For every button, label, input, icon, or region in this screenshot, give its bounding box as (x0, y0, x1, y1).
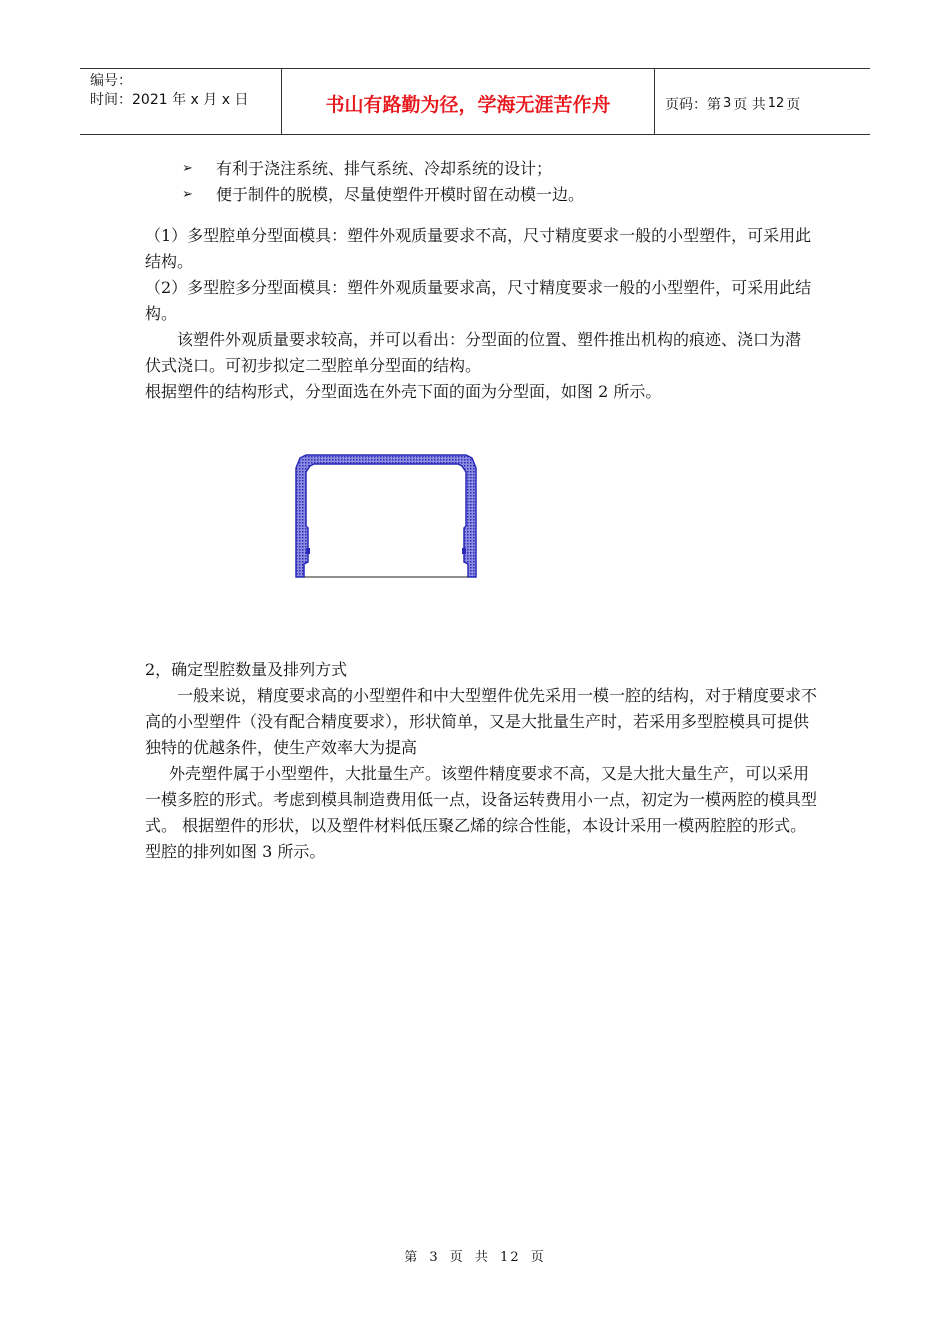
page-footer: 第 3 页 共 12 页 (404, 1250, 546, 1265)
paragraph-multi-parting: （2）多型腔多分型面模具：塑件外观质量要求高，尺寸精度要求一般的小型塑件，可采用此结构。 (145, 278, 812, 323)
boss-left (306, 548, 310, 554)
header-motto: 书山有路勤为径，学海无涯苦作舟 (282, 69, 655, 134)
boss-right (462, 548, 466, 554)
date-label: 时间：2021 年 x 月 x 日 (90, 92, 249, 108)
arrow-bullet-icon: ➢ (182, 161, 193, 176)
header-page-number (655, 69, 870, 134)
paragraph-quality: 该塑件外观质量要求较高，并可以看出：分型面的位置、塑件推出机构的痕迹、浇口为潜伏式浇口。可初步拟定二型腔单分型面的结构。 (145, 330, 802, 375)
header-meta (80, 69, 282, 134)
paragraph-general: 一般来说，精度要求高的小型塑件和中大型塑件优先采用一模一腔的结构，对于精度要求不高的小型塑件（没有配合精度要求），形状简单，又是大批量生产时，若采用多型腔模具可提供独特的优越条件，使生产效率大为提高 (145, 686, 818, 757)
section-heading: 2，确定型腔数量及排列方式 (145, 660, 348, 679)
page-current: 3 (723, 96, 732, 111)
page-total: 12 (767, 96, 785, 111)
page-header (80, 68, 870, 135)
bullet-text: 便于制件的脱模，尽量使塑件开模时留在动模一边。 (216, 185, 585, 204)
shell-wall (296, 455, 476, 577)
page-suffix: 页 (786, 96, 801, 113)
main-content (145, 156, 815, 405)
cross-section-drawing (290, 450, 480, 582)
page-mid: 页 共 (733, 96, 766, 113)
list-item (145, 182, 815, 208)
bullet-text: 有利于浇注系统、排气系统、冷却系统的设计； (216, 159, 553, 178)
paragraph-parting-surface: 根据塑件的结构形式，分型面选在外壳下面的面为分型面，如图 2 所示。 (145, 382, 662, 401)
page-prefix: 页码：第 (665, 96, 721, 113)
paragraph-single-parting: （1）多型腔单分型面模具：塑件外观质量要求不高，尺寸精度要求一般的小型塑件，可采用此结构。 (145, 226, 812, 271)
paragraph-decision: 外壳塑件属于小型塑件，大批量生产。该塑件精度要求不高，又是大批大量生产，可以采用一模多腔的形式。考虑到模具制造费用低一点，设备运转费用小一点，初定为一模两腔的模具型式。 根据塑件的形状，以及塑件材料低压聚乙烯的综合性能，本设计采用一模两腔腔的形式。型腔的排列如图 3 所示。 (145, 764, 818, 861)
number-label: 编号： (90, 73, 132, 89)
arrow-bullet-icon: ➢ (182, 187, 193, 202)
list-item (145, 156, 815, 182)
part-cross-section-figure (290, 450, 480, 582)
section-cavity-count (145, 657, 820, 865)
